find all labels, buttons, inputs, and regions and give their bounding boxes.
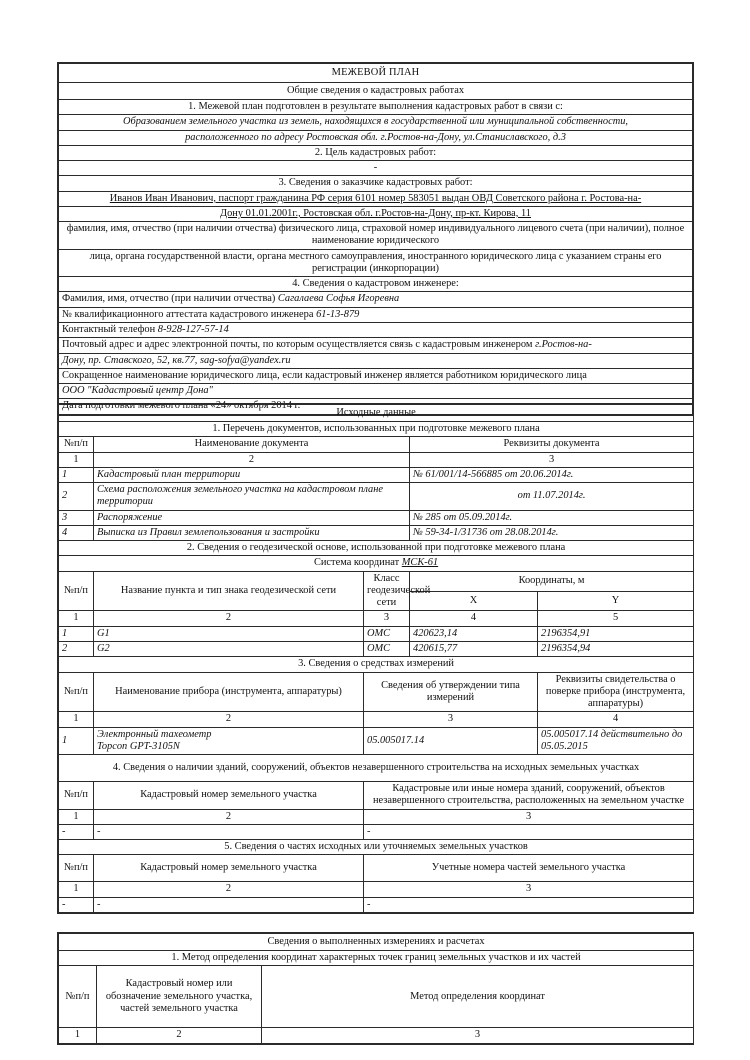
- docs-row-n: 1: [59, 467, 94, 482]
- table-row: [59, 249, 693, 277]
- docs-row-req: № 285 от 05.09.2014г.: [410, 510, 694, 525]
- customer-line-1: [59, 191, 693, 206]
- bld-col-cad: Кадастровый номер земельного участка: [94, 782, 364, 810]
- geo-row-n: 1: [59, 626, 94, 641]
- dev-row-device: [94, 727, 364, 755]
- source-section-5-heading: 5. Сведения о частях исходных или уточняемых земельных участков: [59, 840, 694, 855]
- table-row: [59, 1028, 694, 1043]
- meas-col-cad: Кадастровый номер или обозначение земельного участка, частей земельного участка: [97, 966, 262, 1028]
- engineer-phone-row: [59, 322, 693, 337]
- geo-colnum-5: 5: [538, 611, 694, 626]
- customer-line-2: [59, 206, 693, 221]
- geo-colnum-4: 4: [410, 611, 538, 626]
- table-row: [59, 809, 694, 824]
- dev-row-approval: 05.005017.14: [364, 727, 538, 755]
- geo-colnum-3: 3: [364, 611, 410, 626]
- prt-col-n: №п/п: [59, 855, 94, 882]
- docs-colnum-1: 1: [59, 452, 94, 467]
- geo-row-n: 2: [59, 641, 94, 656]
- table-row: [59, 405, 694, 422]
- dev-col-approval: Сведения об утверждении типа измерений: [364, 672, 538, 712]
- geo-colnum-2: 2: [94, 611, 364, 626]
- section-4-heading: 4. Сведения о кадастровом инженере:: [59, 277, 693, 292]
- table-row: [59, 782, 694, 810]
- table-row: [59, 672, 694, 712]
- table-row: [59, 437, 694, 452]
- bld-col-n: №п/п: [59, 782, 94, 810]
- table-row: [59, 338, 693, 353]
- engineer-org-value-row: ООО "Кадастровый центр Дона": [59, 384, 693, 399]
- section-2-value: -: [59, 161, 693, 176]
- meas-colnum-3: 3: [262, 1028, 694, 1043]
- dev-row-n: 1: [59, 727, 94, 755]
- purpose-line-1: Образованием земельного участка из земель, находящихся в государственной или муниципальной собственности,: [59, 115, 693, 130]
- table-row: [59, 191, 693, 206]
- dev-colnum-3: 3: [364, 712, 538, 727]
- table-row: [59, 571, 694, 591]
- section-1-heading: 1. Межевой план подготовлен в результате выполнения кадастровых работ в связи с:: [59, 100, 693, 115]
- dev-row-cert: 05.005017.14 действительно до 05.05.2015: [538, 727, 694, 755]
- meas-colnum-1: 1: [59, 1028, 97, 1043]
- table-row: [59, 897, 694, 912]
- block-general-info: [57, 62, 694, 416]
- general-info-table: [58, 63, 693, 415]
- bld-col-obj: Кадастровые или иные номера зданий, сооружений, объектов незавершенного строительства, расположенных на земельном участке: [364, 782, 694, 810]
- meas-col-method: Метод определения координат: [262, 966, 694, 1028]
- dev-colnum-2: 2: [94, 712, 364, 727]
- dev-row-device-line1: Электронный тахеометр: [97, 728, 212, 740]
- geo-col-coords: Координаты, м: [410, 571, 694, 591]
- table-row: [59, 855, 694, 882]
- geo-col-point: Название пункта и тип знака геодезической сети: [94, 571, 364, 611]
- table-row: [59, 483, 694, 511]
- table-row: [59, 712, 694, 727]
- geo-row-x: 420623,14: [410, 626, 538, 641]
- docs-col-name: Наименование документа: [94, 437, 410, 452]
- table-row: [59, 452, 694, 467]
- table-row: [59, 83, 693, 100]
- meas-section-1-heading: 1. Метод определения координат характерных точек границ земельных участков и их частей: [59, 951, 694, 966]
- engineer-name-value: Сагалаева Софья Игоревна: [277, 293, 400, 305]
- source-section-2-heading: 2. Сведения о геодезической основе, использованной при подготовке межевого плана: [59, 541, 694, 556]
- docs-row-name: Выписка из Правил землепользования и застройки: [94, 525, 410, 540]
- docs-row-n: 4: [59, 525, 94, 540]
- block-heading-measurements: Сведения о выполненных измерениях и расчетах: [59, 934, 694, 951]
- table-row: [59, 510, 694, 525]
- table-row: [59, 541, 694, 556]
- crs-label: Система координат: [313, 557, 400, 569]
- table-row: [59, 966, 694, 1028]
- meas-colnum-2: 2: [97, 1028, 262, 1043]
- table-row: [59, 100, 693, 115]
- block-measurements: [57, 932, 694, 1045]
- bld-row-cad: -: [94, 824, 364, 839]
- docs-row-req: № 59-34-1/31736 от 28.08.2014г.: [410, 525, 694, 540]
- engineer-org-label-row: Сокращенное наименование юридического лица, если кадастровый инженер является работником юридического лица: [59, 368, 693, 383]
- dev-colnum-1: 1: [59, 712, 94, 727]
- table-row: [59, 322, 693, 337]
- docs-row-name: Кадастровый план территории: [94, 467, 410, 482]
- block-source-data: [57, 403, 694, 914]
- table-row: [59, 145, 693, 160]
- table-row: [59, 934, 694, 951]
- table-row: [59, 525, 694, 540]
- engineer-address-row-2: Дону, пр. Ставского, 52, кв.77, sag-sofya@yandex.ru: [59, 353, 693, 368]
- geo-row-class: ОМС: [364, 641, 410, 656]
- table-row: [59, 292, 693, 307]
- geo-col-n: №п/п: [59, 571, 94, 611]
- table-row: [59, 384, 693, 399]
- source-section-3-heading: 3. Сведения о средствах измерений: [59, 657, 694, 672]
- table-row: [59, 951, 694, 966]
- dev-row-device-line2: Topcon GPT-3105N: [97, 740, 180, 752]
- docs-row-req: от 11.07.2014г.: [410, 483, 694, 511]
- geo-colnum-1: 1: [59, 611, 94, 626]
- customer-note-2: лица, органа государственной власти, органа местного самоуправления, иностранного юридического лица с указанием страны его регистрации (инкорпорации): [59, 249, 693, 277]
- source-data-table: [58, 404, 694, 913]
- docs-colnum-2: 2: [94, 452, 410, 467]
- geo-col-y: Y: [538, 591, 694, 611]
- purpose-line-2: расположенного по адресу Ростовская обл. г.Ростов-на-Дону, ул.Станиславского, д.3: [59, 130, 693, 145]
- prt-colnum-1: 1: [59, 882, 94, 897]
- engineer-address-row-1: [59, 338, 693, 353]
- prt-row-parts: -: [364, 897, 694, 912]
- table-row: [59, 755, 694, 782]
- table-row: [59, 641, 694, 656]
- table-row: [59, 467, 694, 482]
- table-row: [59, 277, 693, 292]
- table-row: [59, 657, 694, 672]
- docs-row-req: № 61/001/14-566885 от 20.06.2014г.: [410, 467, 694, 482]
- prt-row-n: -: [59, 897, 94, 912]
- measurements-table: [58, 933, 694, 1044]
- engineer-cert-value: 61-13-879: [316, 308, 360, 320]
- dev-col-cert: Реквизиты свидетельства о поверке прибора (инструмента, аппаратуры): [538, 672, 694, 712]
- engineer-cert-label: № квалификационного аттестата кадастрового инженера: [62, 308, 314, 320]
- source-section-1-heading: 1. Перечень документов, использованных при подготовке межевого плана: [59, 422, 694, 437]
- engineer-phone-value: 8-928-127-57-14: [157, 323, 229, 335]
- source-section-4-heading: 4. Сведения о наличии зданий, сооружений, объектов незавершенного строительства на исходных земельных участках: [59, 755, 694, 782]
- table-row: [59, 176, 693, 191]
- prt-row-cad: -: [94, 897, 364, 912]
- table-row: [59, 368, 693, 383]
- dev-col-n: №п/п: [59, 672, 94, 712]
- engineer-phone-label: Контактный телефон: [62, 323, 156, 335]
- block-heading-general: Общие сведения о кадастровых работах: [59, 83, 693, 100]
- table-row: [59, 422, 694, 437]
- geo-row-point: G2: [94, 641, 364, 656]
- engineer-address-label: Почтовый адрес и адрес электронной почты, по которым осуществляется связь с кадастровым инженером: [62, 339, 533, 351]
- table-row: [59, 840, 694, 855]
- table-row: [59, 611, 694, 626]
- bld-row-obj: -: [364, 824, 694, 839]
- customer-note-1: фамилия, имя, отчество (при наличии отчества) физического лица, страховой номер индивидуального лицевого счета (при наличии), полное наименование юридического: [59, 222, 693, 250]
- plan-date-row: Дата подготовки межевого плана «24» октября 2014 г.: [59, 399, 693, 414]
- dev-col-device: Наименование прибора (инструмента, аппаратуры): [94, 672, 364, 712]
- docs-row-n: 2: [59, 483, 94, 511]
- geo-col-x: X: [410, 591, 538, 611]
- geo-row-y: 2196354,91: [538, 626, 694, 641]
- prt-colnum-2: 2: [94, 882, 364, 897]
- dev-colnum-4: 4: [538, 712, 694, 727]
- page-title: МЕЖЕВОЙ ПЛАН: [59, 64, 693, 83]
- table-row: [59, 727, 694, 755]
- prt-col-cad: Кадастровый номер земельного участка: [94, 855, 364, 882]
- docs-col-n: №п/п: [59, 437, 94, 452]
- bld-colnum-2: 2: [94, 809, 364, 824]
- table-row: [59, 882, 694, 897]
- geo-row-class: ОМС: [364, 626, 410, 641]
- engineer-name-label: Фамилия, имя, отчество (при наличии отчества): [62, 293, 276, 305]
- table-row: [59, 222, 693, 250]
- section-2-heading: 2. Цель кадастровых работ:: [59, 145, 693, 160]
- table-row: [59, 824, 694, 839]
- geo-row-point: G1: [94, 626, 364, 641]
- geo-col-class: Класс геодезической сети: [364, 571, 410, 611]
- docs-row-n: 3: [59, 510, 94, 525]
- engineer-cert-row: [59, 307, 693, 322]
- table-row: [59, 353, 693, 368]
- section-3-heading: 3. Сведения о заказчике кадастровых работ:: [59, 176, 693, 191]
- meas-col-n: №п/п: [59, 966, 97, 1028]
- crs-value: МСК-61: [401, 557, 439, 569]
- crs-row: [59, 556, 694, 571]
- docs-row-name: Распоряжение: [94, 510, 410, 525]
- table-row: [59, 556, 694, 571]
- table-row: [59, 626, 694, 641]
- docs-col-req: Реквизиты документа: [410, 437, 694, 452]
- table-row: [59, 161, 693, 176]
- block-heading-source: Исходные данные: [59, 405, 694, 422]
- table-row: [59, 115, 693, 130]
- table-row: [59, 206, 693, 221]
- geo-row-y: 2196354,94: [538, 641, 694, 656]
- docs-row-name: Схема расположения земельного участка на кадастровом плане территории: [94, 483, 410, 511]
- prt-colnum-3: 3: [364, 882, 694, 897]
- bld-colnum-3: 3: [364, 809, 694, 824]
- bld-row-n: -: [59, 824, 94, 839]
- bld-colnum-1: 1: [59, 809, 94, 824]
- table-row: [59, 130, 693, 145]
- customer-line-1-text: Иванов Иван Иванович, паспорт гражданина РФ серия 6101 номер 583051 выдан ОВД Советского района г. Ростова-на-: [109, 192, 642, 204]
- customer-line-2-text: Дону 01.01.2001г., Ростовская обл. г.Ростов-на-Дону, пр-кт. Кирова, 11: [219, 207, 531, 219]
- engineer-address-value-1: г.Ростов-на-: [535, 339, 592, 351]
- prt-col-parts: Учетные номера частей земельного участка: [364, 855, 694, 882]
- docs-colnum-3: 3: [410, 452, 694, 467]
- table-row: [59, 64, 693, 83]
- engineer-name-row: [59, 292, 693, 307]
- table-row: [59, 307, 693, 322]
- geo-row-x: 420615,77: [410, 641, 538, 656]
